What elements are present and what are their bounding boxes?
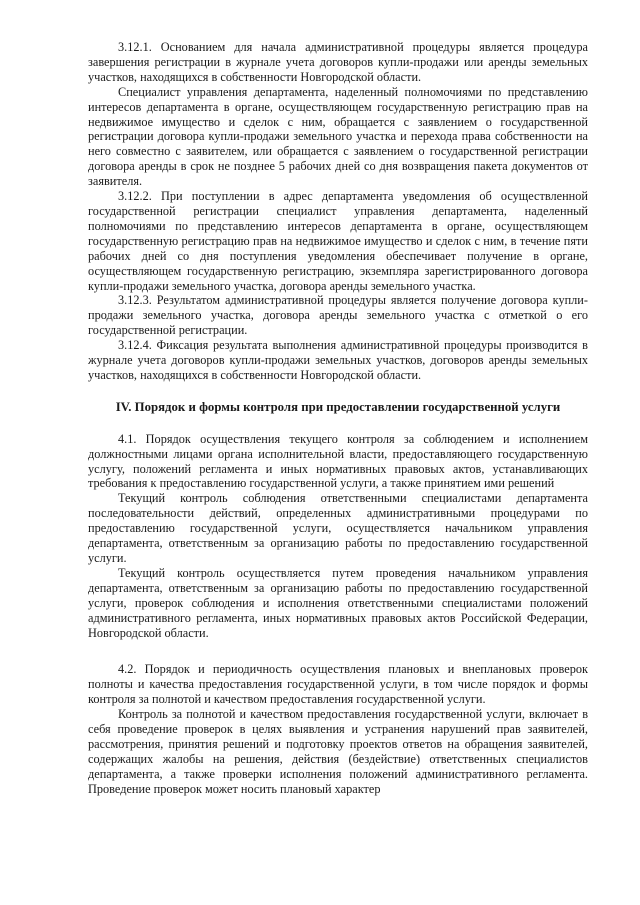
paragraph-4-2: 4.2. Порядок и периодичность осуществления плановых и внеплановых проверок полноты и качества предоставления государственной услуги, в том числе порядок и формы контроля за полнотой и качеством предоставления государственной услуги. xyxy=(88,662,588,707)
paragraph-3-12-1: 3.12.1. Основанием для начала административной процедуры является процедура завершения регистрации в журнале учета договоров купли-продажи или аренды земельных участков, находящихся в собственности Новгородской области. xyxy=(88,40,588,84)
paragraph-quality-control: Контроль за полнотой и качеством предоставления государственной услуги, включает в себя проведение проверок в целях выявления и устранения нарушений прав заявителей, рассмотрения, принятия решений и подготовку проектов ответов на обращения заявителей, содержащих жалобы на решения, действия (бездействие) ответственных специалистов департамента, а также проверки исполнения положений административного регламента. Проведение проверок может носить плановый характер xyxy=(88,707,588,796)
paragraph-current-control: Текущий контроль соблюдения ответственными специалистами департамента последовательности действий, определенных административными процедурами по предоставлению государственной услуги, осуществляется начальником управления департамента, ответственным за организацию работы по предоставлению государственной услуги. xyxy=(88,491,588,565)
paragraph-3-12-4: 3.12.4. Фиксация результата выполнения административной процедуры производится в журнале учета договоров купли-продажи земельных участков, договоров аренды земельных участков, находящихся в собственности Новгородской области. xyxy=(88,338,588,382)
paragraph-3-12-2: 3.12.2. При поступлении в адрес департамента уведомления об осуществленной государственной регистрации специалист управления департамента, наделенный полномочиями по представлению интересов департамента в органе, осуществляющем государственную регистрацию прав на недвижимое имущество и сделок с ним, в течение пяти рабочих дней со дня поступления уведомления обеспечивает получение в органе, осуществляющем государственную регистрацию, экземпляра зарегистрированного договора купли-продажи земельного участка, договора аренды земельного участка. xyxy=(88,189,588,293)
paragraph-4-1: 4.1. Порядок осуществления текущего контроля за соблюдением и исполнением должностными лицами органа исполнительной власти, предоставляющего государственную услугу, положений регламента и иных нормативных правовых актов, устанавливающих требования к предоставлению государственной услуги, а также принятием ими решений xyxy=(88,431,588,491)
paragraph-specialist-registration: Специалист управления департамента, наделенный полномочиями по представлению интересов департамента в органе, осуществляющем государственную регистрацию прав на недвижимое имущество и сделок с ним, обращается с заявлением о государственной регистрации договора купли-продажи земельного участка и перехода права собственности на него совместно с заявителем, или обращается с заявлением о государственной регистрации договора аренды в срок не позднее 5 рабочих дней со дня возвращения пакета документов от заявителя. xyxy=(88,84,588,189)
paragraph-control-method: Текущий контроль осуществляется путем проведения начальником управления департамента, ответственным за организацию работы по предоставлению государственной услуги, проверок соблюдения и исполнения ответственными специалистами положений административного регламента, иных нормативных правовых актов Российской Федерации, Новгородской области. xyxy=(88,565,588,640)
section-heading-iv: IV. Порядок и формы контроля при предоставлении государственной услуги xyxy=(115,399,561,414)
document-body xyxy=(88,40,588,797)
paragraph-3-12-3: 3.12.3. Результатом административной процедуры является получение договора купли-продажи земельного участка, договора аренды земельного участка с отметкой о его государственной регистрации. xyxy=(88,293,588,338)
paragraph-spacer xyxy=(88,640,588,662)
